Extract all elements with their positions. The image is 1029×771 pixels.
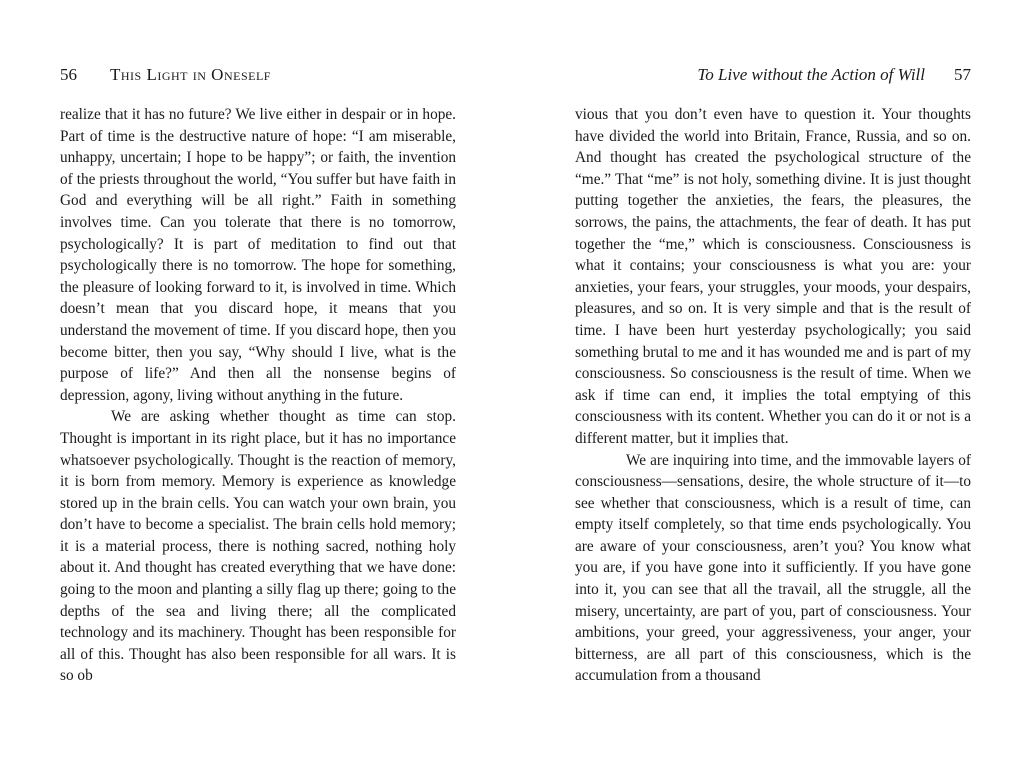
left-paragraph-1: realize that it has no future? We live either in despair or in hope. Part of time is the destructive nature of hope: “I am miserable, unhappy, uncertain; I hope to be happy”; or faith, the invention of the priests throughout the world, “You suffer but have faith in God and everything will be all right.” Faith in something involves time. Can you tolerate that there is no tomorrow, psychologically? It is part of meditation to find out that psychologically there is no tomorrow. The hope for something, the pleasure of looking forward to it, is involved in time. Which doesn’t mean that you discard hope, it means that you understand the movement of time. If you discard hope, then you become bitter, then you say, “Why should I live, what is the purpose of life?” And then all the nonsense begins of depression, agony, living without anything in the future. (60, 106, 456, 404)
right-page-number: 57 (954, 65, 971, 84)
right-paragraph-2: We are inquiring into time, and the immovable layers of consciousness—sensations, desire, the whole structure of it—to see whether that consciousness, which is a result of time, can empty itself completely, so that time ends psychologically. You are aware of your consciousness, aren’t you? You know what you are, if you have gone into it sufficiently. If you have gone into it, you can see that all the travail, all the struggle, all the misery, uncertainty, are part of you, part of consciousness. Your ambitions, your greed, your aggressiveness, your anger, your bitterness, are all part of this consciousness, which is the accumulation from a thousand (575, 451, 971, 685)
left-body-text (60, 104, 456, 687)
left-page (60, 0, 456, 771)
right-running-head (575, 64, 971, 86)
book-title: This Light in Oneself (110, 65, 271, 84)
left-page-number: 56 (60, 65, 77, 84)
right-page (575, 0, 971, 771)
right-paragraph-1: vious that you don’t even have to question it. Your thoughts have divided the world into Britain, France, Russia, and so on. And thought has created the psychological structure of the “me.” That “me” is not holy, something divine. It is just thought putting together the anxieties, the fears, the pleasures, the sorrows, the pains, the attachments, the fear of death. It has put together the “me,” which is consciousness. Consciousness is what it contains; your consciousness is what you are: your anxieties, your fears, your struggles, your moods, your despairs, pleasures, and so on. It is very simple and that is the result of time. I have been hurt yesterday psychologically; you said something brutal to me and it has wounded me and is part of my consciousness. So consciousness is the result of time. When we ask if time can end, it implies the total emptying of this consciousness with its content. Whether you can do it or not is a different matter, but it implies that. (575, 106, 971, 447)
chapter-title: To Live without the Action of Will (697, 65, 925, 84)
left-running-head (60, 64, 456, 86)
left-paragraph-2: We are asking whether thought as time can stop. Thought is important in its right place, but it has no importance whatsoever psychologically. Thought is the reaction of memory, it is born from memory. Memory is experience as knowledge stored up in the brain cells. You can watch your own brain, you don’t have to become a specialist. The brain cells hold memory; it is a material process, there is nothing sacred, nothing holy about it. And thought has created everything that we have done: going to the moon and planting a silly flag up there; going to the depths of the sea and living there; all the complicated technology and its machinery. Thought has been responsible for all of this. Thought has also been responsible for all wars. It is so ob (60, 408, 456, 685)
right-body-text (575, 104, 971, 687)
